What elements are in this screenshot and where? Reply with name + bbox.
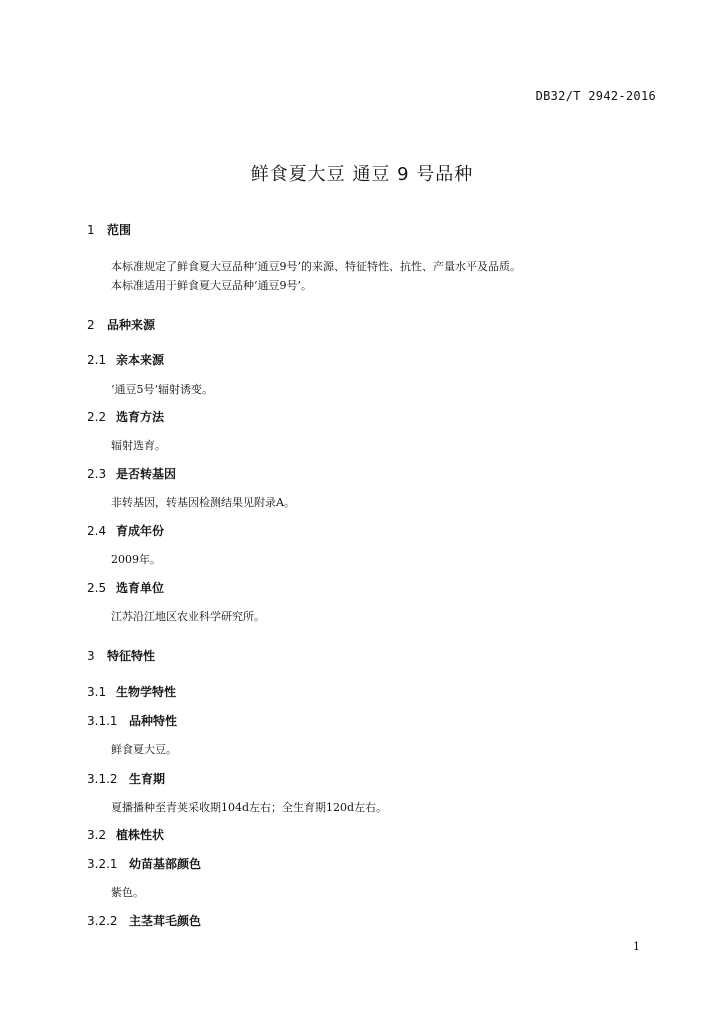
year-text: 2009年。 bbox=[111, 553, 161, 566]
section-number: 2.2 bbox=[87, 410, 107, 424]
subsection-heading-breeding-method bbox=[87, 408, 164, 425]
section-number: 3.1.1 bbox=[87, 714, 118, 728]
section-number: 2 bbox=[87, 318, 95, 332]
section-title: 生育期 bbox=[129, 772, 166, 786]
subsection-heading-growth-period bbox=[87, 770, 165, 787]
section-title: 生物学特性 bbox=[116, 685, 177, 699]
scope-paragraph-2: 本标准适用于鲜食夏大豆品种‘通豆9号’。 bbox=[111, 279, 312, 292]
section-number: 2.3 bbox=[87, 467, 107, 481]
section-number: 2.4 bbox=[87, 524, 107, 538]
subsection-heading-biological bbox=[87, 683, 176, 700]
seedling-color-text: 紫色。 bbox=[111, 886, 144, 899]
section-title: 植株性状 bbox=[116, 828, 165, 842]
variety-trait-text: 鲜食夏大豆。 bbox=[111, 743, 177, 756]
section-title: 选育方法 bbox=[116, 410, 165, 424]
section-number: 3.2.1 bbox=[87, 857, 118, 871]
section-heading-characteristics bbox=[87, 647, 155, 664]
section-title: 亲本来源 bbox=[116, 353, 165, 367]
standard-code: DB32/T 2942-2016 bbox=[535, 89, 656, 103]
section-number: 3 bbox=[87, 649, 95, 663]
section-number: 3.1.2 bbox=[87, 772, 118, 786]
section-title: 主茎茸毛颜色 bbox=[129, 914, 202, 928]
section-title: 品种来源 bbox=[107, 318, 156, 332]
document-title: 鲜食夏大豆 通豆 9 号品种 bbox=[250, 164, 474, 185]
parents-text: ‘通豆5号’辐射诱变。 bbox=[111, 383, 213, 396]
subsection-heading-variety-trait bbox=[87, 712, 177, 729]
section-title: 幼苗基部颜色 bbox=[129, 857, 202, 871]
section-title: 品种特性 bbox=[129, 714, 178, 728]
section-title: 范围 bbox=[107, 223, 132, 237]
subsection-heading-parents bbox=[87, 351, 164, 368]
subsection-heading-year bbox=[87, 522, 164, 539]
unit-text: 江苏沿江地区农业科学研究所。 bbox=[111, 610, 265, 623]
section-number: 3.1 bbox=[87, 685, 107, 699]
section-number: 2.5 bbox=[87, 581, 107, 595]
section-number: 2.1 bbox=[87, 353, 107, 367]
section-number: 3.2.2 bbox=[87, 914, 118, 928]
section-title: 选育单位 bbox=[116, 581, 165, 595]
subsection-heading-gmo bbox=[87, 465, 176, 482]
section-heading-origin bbox=[87, 316, 155, 333]
subsection-heading-unit bbox=[87, 579, 164, 596]
growth-period-text: 夏播播种至青荚采收期104d左右；全生育期120d左右。 bbox=[111, 801, 388, 814]
section-number: 1 bbox=[87, 223, 95, 237]
gmo-text: 非转基因，转基因检测结果见附录A。 bbox=[111, 496, 295, 509]
subsection-heading-plant-traits bbox=[87, 826, 164, 843]
scope-paragraph-1: 本标准规定了鲜食夏大豆品种‘通豆9号’的来源、特征特性、抗性、产量水平及品质。 bbox=[111, 260, 521, 273]
section-heading-scope bbox=[87, 221, 131, 238]
section-title: 育成年份 bbox=[116, 524, 165, 538]
section-number: 3.2 bbox=[87, 828, 107, 842]
breeding-method-text: 辐射选育。 bbox=[111, 439, 166, 452]
section-title: 是否转基因 bbox=[116, 467, 177, 481]
subsection-heading-stem-hair-color bbox=[87, 912, 201, 929]
page-number: 1 bbox=[633, 940, 640, 953]
subsection-heading-seedling-color bbox=[87, 855, 201, 872]
section-title: 特征特性 bbox=[107, 649, 156, 663]
